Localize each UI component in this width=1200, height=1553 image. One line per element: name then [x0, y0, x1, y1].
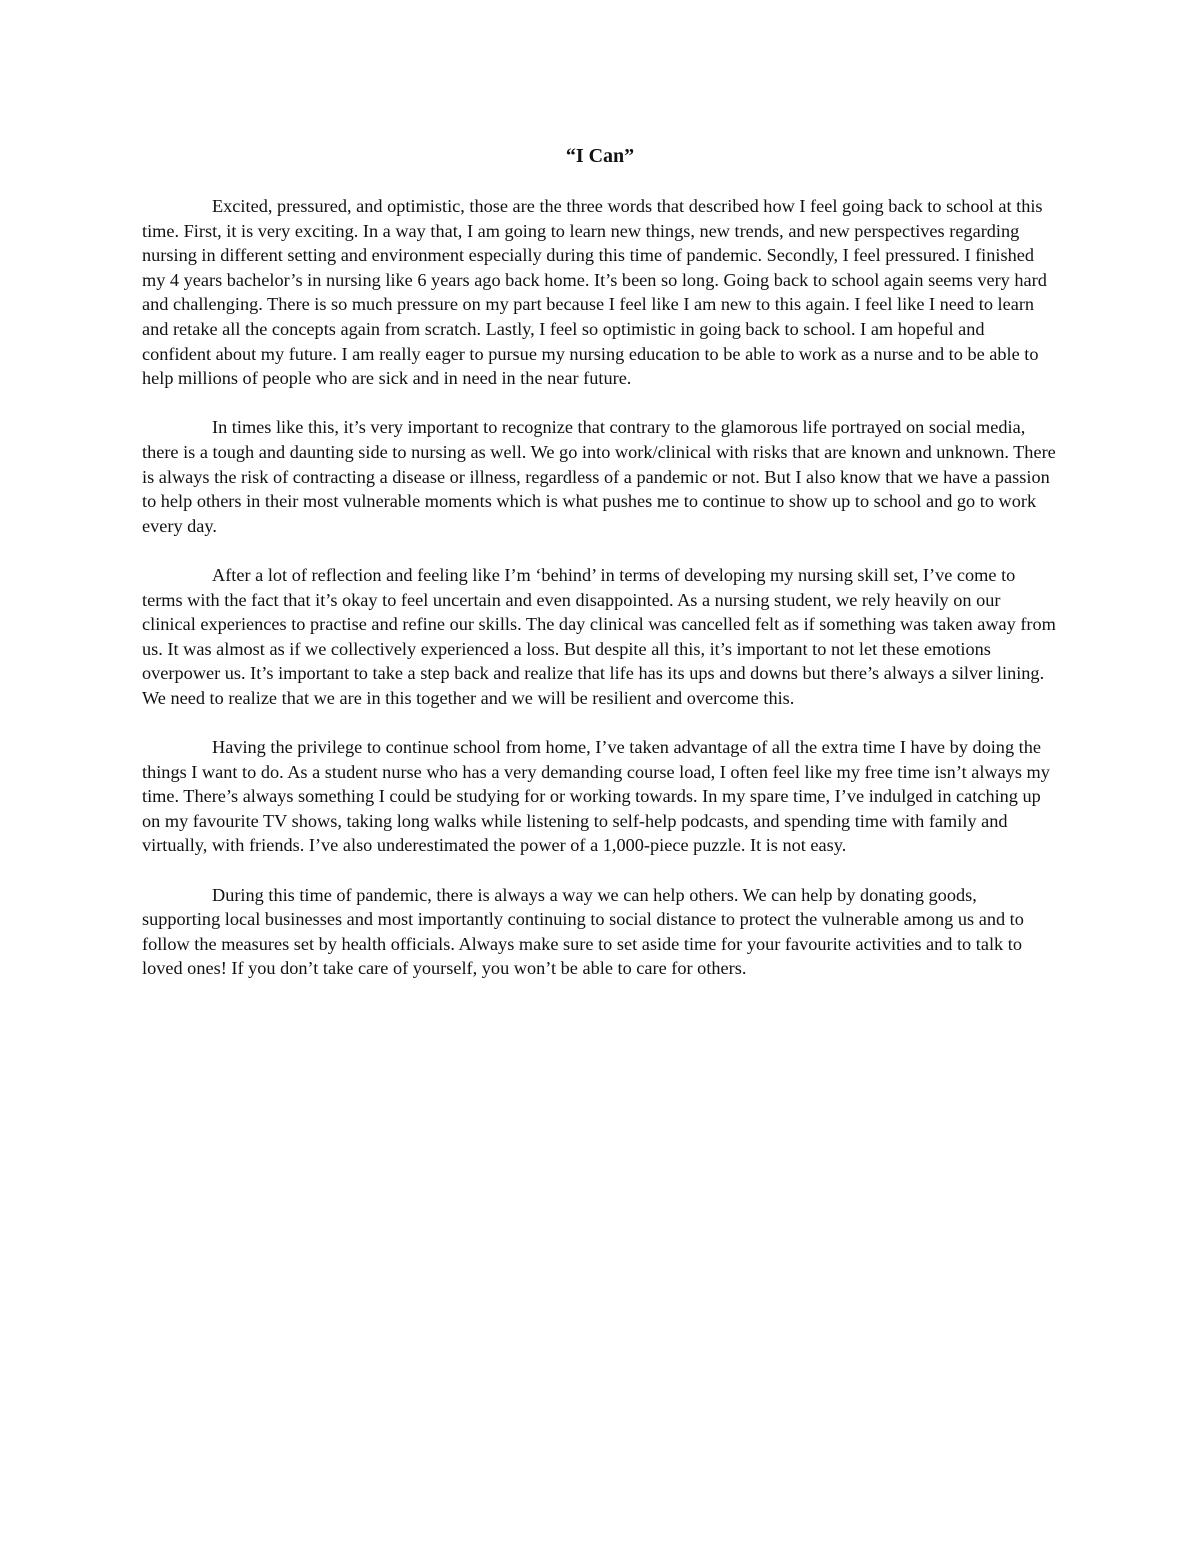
- paragraph-3: After a lot of reflection and feeling like I’m ‘behind’ in terms of developing my nursing skill set, I’ve come to terms with the fact that it’s okay to feel uncertain and even disappointed. As a nursing student, we rely heavily on our clinical experiences to practise and refine our skills. The day clinical was cancelled felt as if something was taken away from us. It was almost as if we collectively experienced a loss. But despite all this, it’s important to not let these emotions overpower us. It’s important to take a step back and realize that life has its ups and downs but there’s always a silver lining. We need to realize that we are in this together and we will be resilient and overcome this.: [142, 564, 1056, 708]
- paragraph-2: In times like this, it’s very important to recognize that contrary to the glamorous life portrayed on social media, there is a tough and daunting side to nursing as well. We go into work/clinical with risks that are known and unknown. There is always the risk of contracting a disease or illness, regardless of a pandemic or not. But I also know that we have a passion to help others in their most vulnerable moments which is what pushes me to continue to show up to school and go to work every day.: [142, 417, 1056, 536]
- paragraph-1: Excited, pressured, and optimistic, those are the three words that described how I feel going back to school at this time. First, it is very exciting. In a way that, I am going to learn new things, new trends, and new perspectives regarding nursing in different setting and environment especially during this time of pandemic. Secondly, I feel pressured. I finished my 4 years bachelor’s in nursing like 6 years ago back home. It’s been so long. Going back to school again seems very hard and challenging. There is so much pressure on my part because I feel like I am new to this again. I feel like I need to learn and retake all the concepts again from scratch. Lastly, I feel so optimistic in going back to school. I am hopeful and confident about my future. I am really eager to pursue my nursing education to be able to work as a nurse and to be able to help millions of people who are sick and in need in the near future.: [142, 196, 1047, 389]
- document-body: [142, 194, 1057, 1006]
- document-title: “I Can”: [565, 145, 635, 167]
- paragraph-5: During this time of pandemic, there is always a way we can help others. We can help by donating goods, supporting local businesses and most importantly continuing to social distance to protect the vulnerable among us and to follow the measures set by health officials. Always make sure to set aside time for your favourite activities and to talk to loved ones! If you don’t take care of yourself, you won’t be able to care for others.: [142, 884, 1024, 979]
- paragraph-4: Having the privilege to continue school from home, I’ve taken advantage of all the extra time I have by doing the things I want to do. As a student nurse who has a very demanding course load, I often feel like my free time isn’t always my time. There’s always something I could be studying for or working towards. In my spare time, I’ve indulged in catching up on my favourite TV shows, taking long walks while listening to self-help podcasts, and spending time with family and virtually, with friends. I’ve also underestimated the power of a 1,000-piece puzzle. It is not easy.: [142, 737, 1050, 856]
